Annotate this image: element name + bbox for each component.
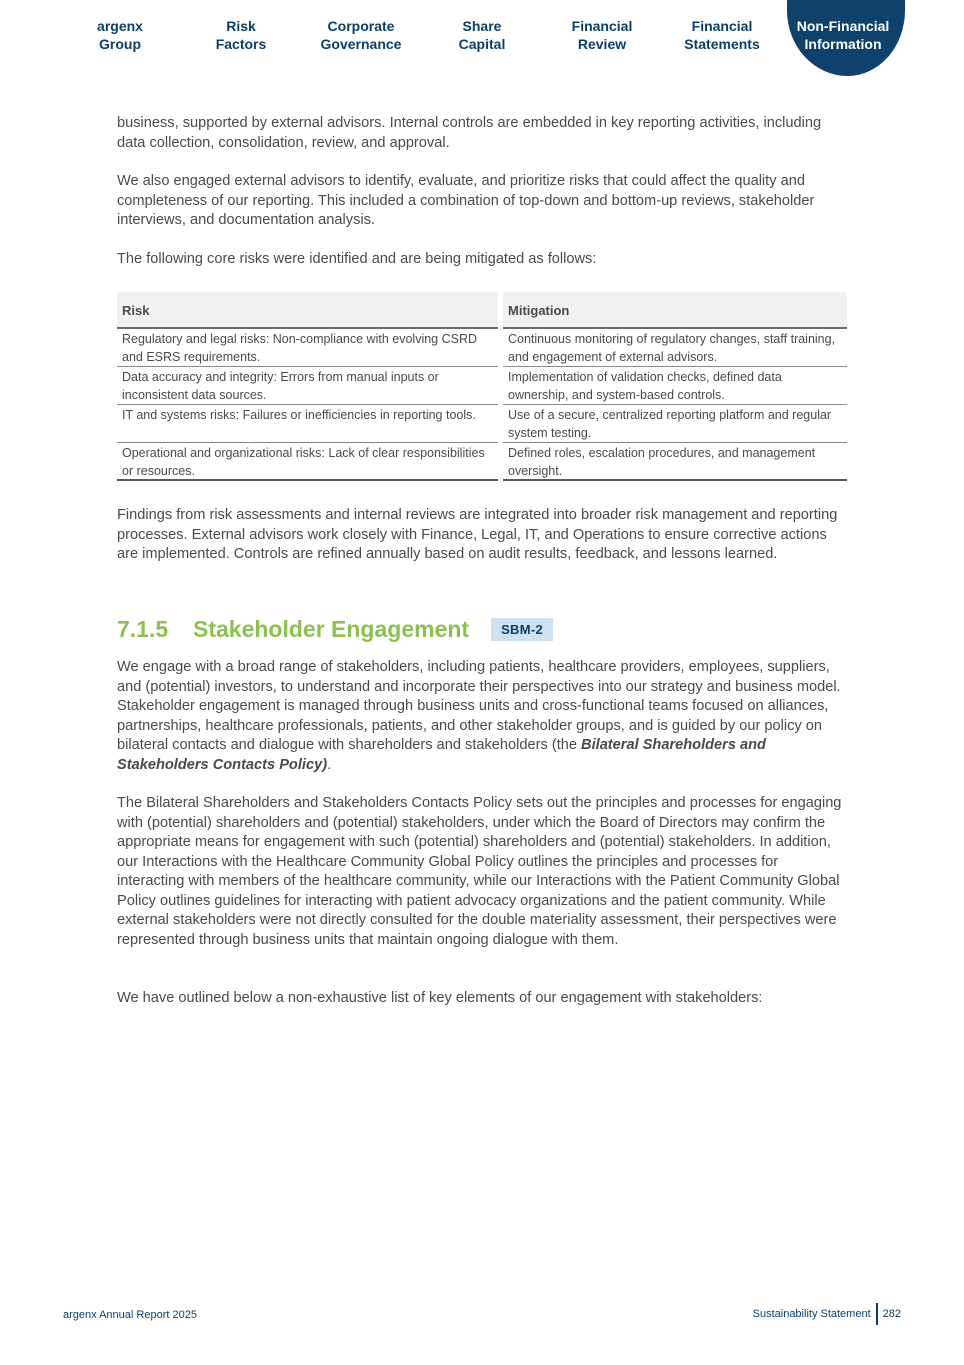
nav-tab-argenx-group[interactable] [60, 17, 180, 53]
table-cell-mitigation: Use of a secure, centralized reporting platform and regular system testing. [503, 405, 847, 443]
nav-tab-label: Factors [215, 36, 267, 52]
paragraph-engagement-list-intro [117, 989, 847, 1009]
body-text: We also engaged external advisors to identify, evaluate, and prioritize risks that could affect the quality and completeness of our reporting. This included a combination of top-down and bottom-up reviews, stakeholder interviews, and documentation analysis. [117, 173, 815, 228]
esrs-badge: SBM-2 [491, 618, 553, 641]
nav-tab-label: Financial [571, 18, 633, 34]
body-text: The following core risks were identified and are being mitigated as follows: [117, 251, 597, 267]
nav-tab-label: Information [804, 36, 882, 52]
nav-tab-corporate-governance[interactable] [301, 17, 421, 53]
paragraph-contacts-policy [117, 794, 847, 950]
nav-tab-financial-review[interactable] [542, 17, 662, 53]
nav-tab-label: Governance [320, 36, 402, 52]
nav-tab-label: Risk [226, 18, 256, 34]
paragraph-external-advisors [117, 172, 847, 231]
body-text: The Bilateral Shareholders and Stakeholders Contacts Policy sets out the principles and processes for engaging with (potential) shareholders and (potential) stakeholders, under which the Board of Directors may confirm the appropriate means for engagement with such (potential) shareholders and (potential) stakeholders. In addition, our Interactions with the Healthcare Community Global Policy outlines the principles and processes for interacting with members of the healthcare community, while our Interactions with the Patient Community Global Policy outlines guidelines for interacting with patient advocacy organizations and the patient community. While external stakeholders were not directly consulted for the double materiality assessment, their perspectives were represented through business units that maintain ongoing dialogue with them. [117, 795, 842, 948]
body-text [117, 658, 847, 775]
table-header-risk: Risk [117, 292, 498, 329]
nav-tab-financial-statements[interactable] [662, 17, 782, 53]
nav-tab-risk-factors[interactable] [181, 17, 301, 53]
body-text-span: We engage with a broad range of stakeholders, including patients, healthcare providers, employees, suppliers, and (potential) investors, to understand and incorporate their perspectives into our strategy and business model. Stakeholder engagement is managed through business units and cross-functional teams focused on alliances, partnerships, healthcare professionals, patients, and other stakeholder groups, and is guided by our policy on bilateral contacts and dialogue with shareholders and stakeholders (the [117, 659, 841, 753]
section-title: Stakeholder Engagement [193, 615, 470, 642]
top-navigation [0, 0, 964, 80]
body-text-span: . [327, 756, 332, 773]
footer-divider [876, 1303, 878, 1325]
footer-section-info [753, 1303, 901, 1325]
nav-tab-label: Financial [691, 18, 753, 34]
nav-tab-label: Corporate [327, 18, 395, 34]
body-text: Findings from risk assessments and internal reviews are integrated into broader risk management and reporting processes. External advisors work closely with Finance, Legal, IT, and Operations to ensure corrective actions are implemented. Controls are refined annually based on audit results, feedback, and lessons learned. [117, 507, 838, 562]
table-cell-mitigation: Continuous monitoring of regulatory changes, staff training, and engagement of external advisors. [503, 329, 847, 367]
table-cell-risk: Data accuracy and integrity: Errors from manual inputs or inconsistent data sources. [117, 367, 498, 405]
risk-mitigation-table [117, 292, 847, 481]
nav-tab-label: Capital [458, 36, 506, 52]
table-header-row [117, 292, 847, 329]
nav-tab-label: argenx [97, 18, 143, 34]
nav-tab-label: Statements [684, 36, 760, 52]
paragraph-findings [117, 506, 847, 565]
table-header-mitigation: Mitigation [503, 292, 847, 329]
paragraph-stakeholder-engagement [117, 658, 847, 775]
table-row [117, 329, 847, 367]
table-cell-risk: IT and systems risks: Failures or inefficiencies in reporting tools. [117, 405, 498, 443]
footer-report-title: argenx Annual Report 2025 [63, 1309, 197, 1321]
nav-tab-label: Group [99, 36, 141, 52]
nav-tab-label: Review [577, 36, 627, 52]
table-cell-risk: Operational and organizational risks: Lack of clear responsibilities or resources. [117, 443, 498, 481]
body-text: We have outlined below a non-exhaustive list of key elements of our engagement with stakeholders: [117, 990, 763, 1006]
policy-name-emphasis: Bilateral Shareholders and Stakeholders Contacts Policy) [117, 737, 766, 773]
section-number: 7.1.5 [117, 615, 169, 642]
footer-section-name: Sustainability Statement [752, 1308, 871, 1320]
table-cell-risk: Regulatory and legal risks: Non-compliance with evolving CSRD and ESRS requirements. [117, 329, 498, 367]
nav-tab-share-capital[interactable] [422, 17, 542, 53]
nav-tab-label: Non-Financial [796, 18, 890, 34]
nav-tab-non-financial-information[interactable] [783, 17, 903, 53]
table-row [117, 405, 847, 443]
page-number: 282 [882, 1308, 901, 1320]
section-heading [117, 614, 553, 644]
paragraph-internal-controls [117, 114, 847, 153]
table-row [117, 443, 847, 481]
table-row [117, 367, 847, 405]
paragraph-core-risks-intro [117, 250, 847, 270]
table-cell-mitigation: Implementation of validation checks, defined data ownership, and system-based controls. [503, 367, 847, 405]
table-cell-mitigation: Defined roles, escalation procedures, and management oversight. [503, 443, 847, 481]
nav-tab-label: Share [462, 18, 502, 34]
body-text: business, supported by external advisors. Internal controls are embedded in key reporting activities, including data collection, consolidation, review, and approval. [117, 115, 822, 151]
